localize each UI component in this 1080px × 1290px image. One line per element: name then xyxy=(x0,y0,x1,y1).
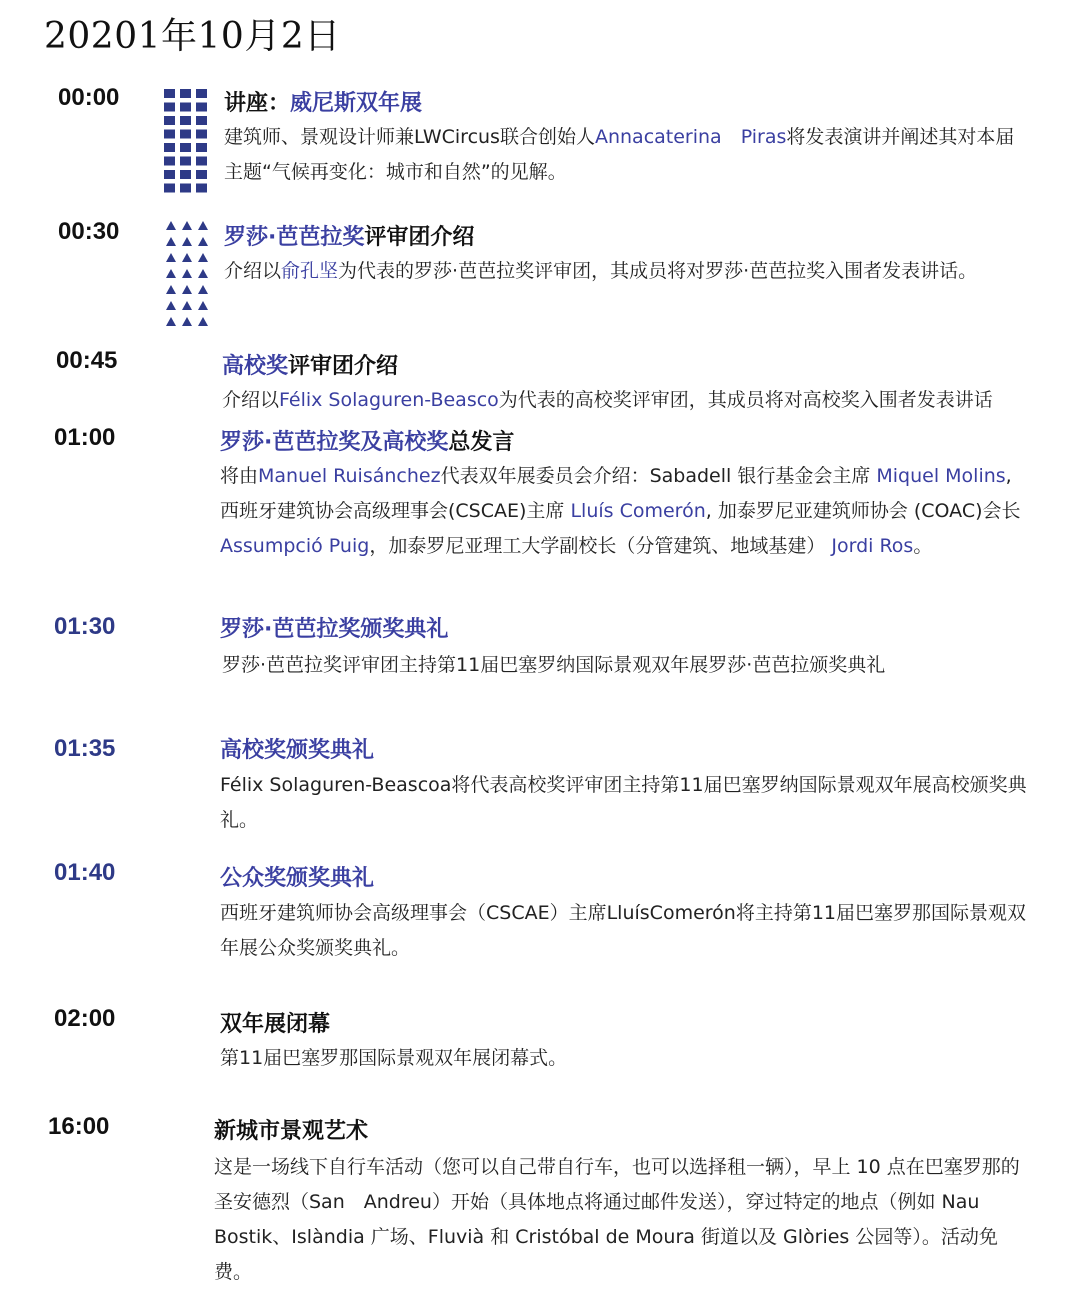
event-title-highlight: 公众奖颁奖典礼 xyxy=(220,866,375,891)
desc-text: 将由 xyxy=(220,465,259,487)
square-grid-cell xyxy=(180,130,191,139)
square-grid-cell xyxy=(180,170,191,179)
event-description xyxy=(224,120,1039,190)
desc-text: 介绍以 xyxy=(224,260,282,282)
triangle-grid-cell xyxy=(198,253,208,262)
speaker-name: Félix Solaguren-Beasco xyxy=(279,389,499,411)
event-title-suffix: 评审团介绍 xyxy=(364,225,475,250)
square-grid-cell xyxy=(180,157,191,166)
square-grid-cell xyxy=(196,130,207,139)
square-grid-cell xyxy=(180,103,191,112)
desc-text: , 西班牙建筑协会高级理事会(CSCAE)主席 xyxy=(220,465,1012,522)
triangle-grid-cell xyxy=(166,317,176,326)
square-grid-cell xyxy=(180,143,191,152)
speaker-name: Lluís Comerón xyxy=(570,500,706,522)
event-description: 西班牙建筑师协会高级理事会（CSCAE）主席LluísComerón将主持第11届巴塞罗那国际景观双年展公众奖颁奖典礼。 xyxy=(220,902,1027,959)
event-title-highlight: 高校奖 xyxy=(222,354,289,379)
triangle-grid-cell xyxy=(166,301,176,310)
square-grid-cell xyxy=(196,116,207,125)
speaker-name: Assumpció Puig xyxy=(220,535,370,557)
desc-text: 为代表的罗莎·芭芭拉奖评审团，其成员将对罗莎·芭芭拉奖入围者发表讲话。 xyxy=(338,260,978,282)
square-grid-cell xyxy=(164,170,175,179)
event-time: 02:00 xyxy=(54,1005,116,1032)
square-grid-cell xyxy=(164,143,175,152)
event-title xyxy=(224,86,422,117)
event-title-highlight: 威尼斯双年展 xyxy=(290,91,423,116)
event-description xyxy=(220,459,1030,564)
square-grid-cell xyxy=(164,184,175,193)
event-time: 00:00 xyxy=(58,84,120,111)
event-title-suffix: 总发言 xyxy=(448,430,515,455)
square-grid-cell xyxy=(164,130,175,139)
desc-text: 为代表的高校奖评审团，其成员将对高校奖入围者发表讲话 xyxy=(498,389,993,411)
page-date-heading: 20201年10月2日 xyxy=(44,16,341,57)
event-description: Félix Solaguren-Beascoa将代表高校奖评审团主持第11届巴塞罗纳国际景观双年展高校颁奖典礼。 xyxy=(220,774,1027,831)
desc-text: , 加泰罗尼亚建筑师协会 (COAC)会长 xyxy=(705,500,1021,522)
square-grid-cell xyxy=(180,116,191,125)
square-grid-cell xyxy=(196,143,207,152)
speaker-name: 俞孔坚 xyxy=(281,260,339,282)
square-grid-cell xyxy=(164,103,175,112)
event-title-suffix: 评审团介绍 xyxy=(288,354,399,379)
triangle-grid-cell xyxy=(182,253,192,262)
event-description: 这是一场线下自行车活动（您可以自己带自行车，也可以选择租一辆），早上 10 点在巴塞罗那的圣安德烈（San Andreu）开始（具体地点将通过邮件发送），穿过特定的地点（例如 Nau Bostik、Islàndia 广场、Fluvià 和 Cristóbal de Moura 街道以及 Glòries 公园等）。活动免费。 xyxy=(214,1156,1020,1283)
triangle-grid-cell xyxy=(198,317,208,326)
square-grid-cell xyxy=(164,116,175,125)
event-title-highlight: 罗莎·芭芭拉奖颁奖典礼 xyxy=(220,617,449,642)
triangle-grid-cell xyxy=(166,253,176,262)
speaker-name: Jordi Ros xyxy=(831,535,914,557)
event-title-highlight: 罗莎·芭芭拉奖 xyxy=(224,225,365,250)
desc-text: ，加泰罗尼亚理工大学副校长（分管建筑、地域基建） xyxy=(369,535,832,557)
event-time: 01:35 xyxy=(54,735,116,762)
event-time: 01:40 xyxy=(54,859,116,886)
square-grid-cell xyxy=(164,157,175,166)
event-time: 01:00 xyxy=(54,424,116,451)
desc-text: 将发表演讲并阐述其对本届 xyxy=(786,126,1015,148)
desc-text: 介绍以 xyxy=(222,389,280,411)
event-description: 罗莎·芭芭拉奖评审团主持第11届巴塞罗纳国际景观双年展罗莎·芭芭拉颁奖典礼 xyxy=(222,654,886,676)
desc-text: 代表双年展委员会介绍：Sabadell 银行基金会主席 xyxy=(440,465,877,487)
event-description: 第11届巴塞罗那国际景观双年展闭幕式。 xyxy=(220,1047,568,1069)
square-grid-cell xyxy=(196,89,207,98)
triangle-grid-icon xyxy=(166,221,214,333)
desc-text: 建筑师、景观设计师兼LWCircus联合创始人 xyxy=(224,126,595,148)
triangle-grid-cell xyxy=(198,301,208,310)
event-title-highlight: 罗莎·芭芭拉奖及高校奖 xyxy=(220,430,449,455)
event-description xyxy=(224,254,1039,289)
desc-text: 。 xyxy=(913,535,933,557)
triangle-grid-cell xyxy=(166,221,176,230)
event-title xyxy=(220,425,514,456)
square-grid-cell xyxy=(196,184,207,193)
triangle-grid-cell xyxy=(182,317,192,326)
event-title xyxy=(224,220,474,251)
desc-text: 主题“气候再变化：城市和自然”的见解。 xyxy=(224,161,567,183)
event-title: 新城市景观艺术 xyxy=(214,1119,369,1144)
event-time: 00:45 xyxy=(56,347,118,374)
square-grid-cell xyxy=(196,103,207,112)
triangle-grid-cell xyxy=(198,285,208,294)
event-time: 00:30 xyxy=(58,218,120,245)
speaker-name: Annacaterina Piras xyxy=(594,126,787,148)
triangle-grid-cell xyxy=(198,237,208,246)
event-time: 16:00 xyxy=(48,1113,110,1140)
event-title-highlight: 高校奖颁奖典礼 xyxy=(220,738,375,763)
event-description xyxy=(222,383,1037,418)
square-grid-cell xyxy=(164,89,175,98)
triangle-grid-cell xyxy=(182,269,192,278)
square-grid-cell xyxy=(180,184,191,193)
event-title xyxy=(222,349,398,380)
triangle-grid-cell xyxy=(166,269,176,278)
triangle-grid-cell xyxy=(182,237,192,246)
event-title: 双年展闭幕 xyxy=(220,1012,331,1037)
triangle-grid-cell xyxy=(182,221,192,230)
square-grid-cell xyxy=(196,170,207,179)
speaker-name: Miquel Molins xyxy=(876,465,1006,487)
triangle-grid-cell xyxy=(166,285,176,294)
triangle-grid-cell xyxy=(198,221,208,230)
square-grid-cell xyxy=(196,157,207,166)
event-title-prefix: 讲座： xyxy=(224,91,291,116)
triangle-grid-cell xyxy=(166,237,176,246)
triangle-grid-cell xyxy=(182,285,192,294)
square-grid-cell xyxy=(180,89,191,98)
speaker-name: Manuel Ruisánchez xyxy=(258,465,441,487)
triangle-grid-cell xyxy=(198,269,208,278)
event-time: 01:30 xyxy=(54,613,116,640)
triangle-grid-cell xyxy=(182,301,192,310)
square-grid-icon xyxy=(164,89,212,199)
